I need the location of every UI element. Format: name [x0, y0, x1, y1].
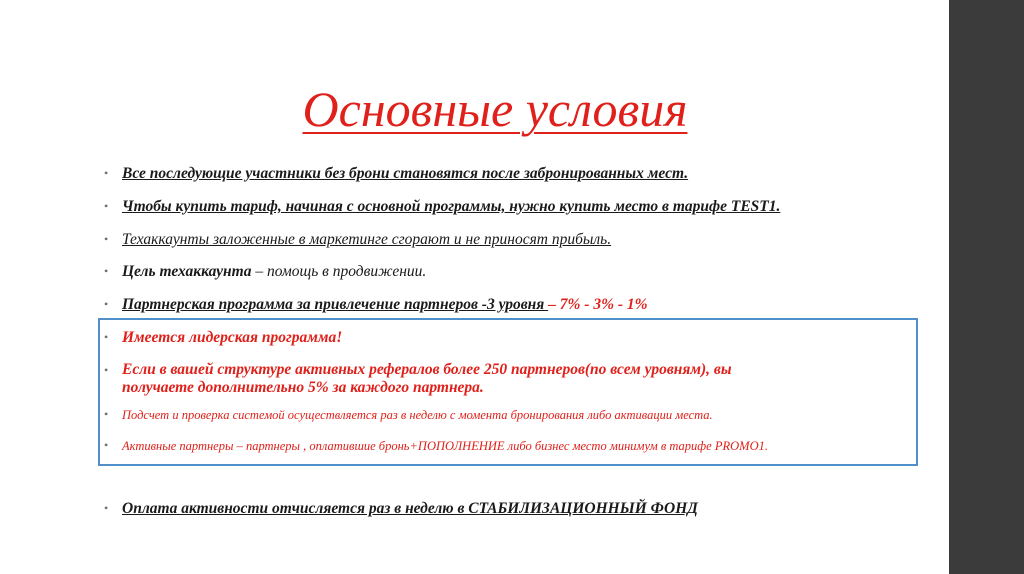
bullet-text: Подсчет и проверка системой осуществляется раз в неделю с момента бронирования либо активации места. [122, 408, 713, 422]
bullet-text [122, 263, 912, 281]
bullet-text: Чтобы купить тариф, начиная с основной программы, нужно купить место в тарифе TEST1. [122, 198, 781, 215]
bullet-rest-part: – помощь в продвижении. [251, 263, 427, 280]
bullet-dot: • [104, 330, 109, 344]
slide-title: Основные условия [302, 81, 688, 137]
bullet-dot: • [104, 199, 109, 213]
bullet-dot: • [104, 438, 109, 452]
bullet-text: Активные партнеры – партнеры , оплатившие бронь+ПОПОЛНЕНИЕ либо бизнес место минимум в тарифе PROMO1. [122, 439, 768, 453]
bullet-main-part: Партнерская программа за привлечение партнеров -3 уровня [122, 296, 549, 313]
bullet-text: Оплата активности отчисляется раз в неделю в СТАБИЛИЗАЦИОННЫЙ ФОНД [122, 500, 698, 517]
line-2: получаете дополнительно 5% за каждого партнера. [122, 379, 484, 396]
bullet-text: Имеется лидерская программа! [122, 329, 343, 346]
bullet-dot: • [104, 264, 109, 278]
bullet-dot: • [104, 407, 109, 421]
bullet-dot: • [104, 363, 109, 377]
bullet-text [122, 361, 912, 397]
bullet-text: Техаккаунты заложенные в маркетинге сгорают и не приносят прибыль. [122, 231, 612, 248]
bullet-dot: • [104, 166, 109, 180]
bullet-percent-part: – 7% - 3% - 1% [548, 296, 648, 313]
bullet-dot: • [104, 232, 109, 246]
bullet-dot: • [104, 297, 109, 311]
line-1: Если в вашей структуре активных рефералов более 250 партнеров(по всем уровням), вы [122, 361, 732, 378]
bullet-text: Все последующие участники без брони становятся после забронированных мест. [122, 165, 689, 182]
bullet-dot: • [104, 501, 109, 515]
bullet-text [122, 296, 912, 314]
bullet-bold-part: Цель техаккаунта [122, 263, 252, 280]
